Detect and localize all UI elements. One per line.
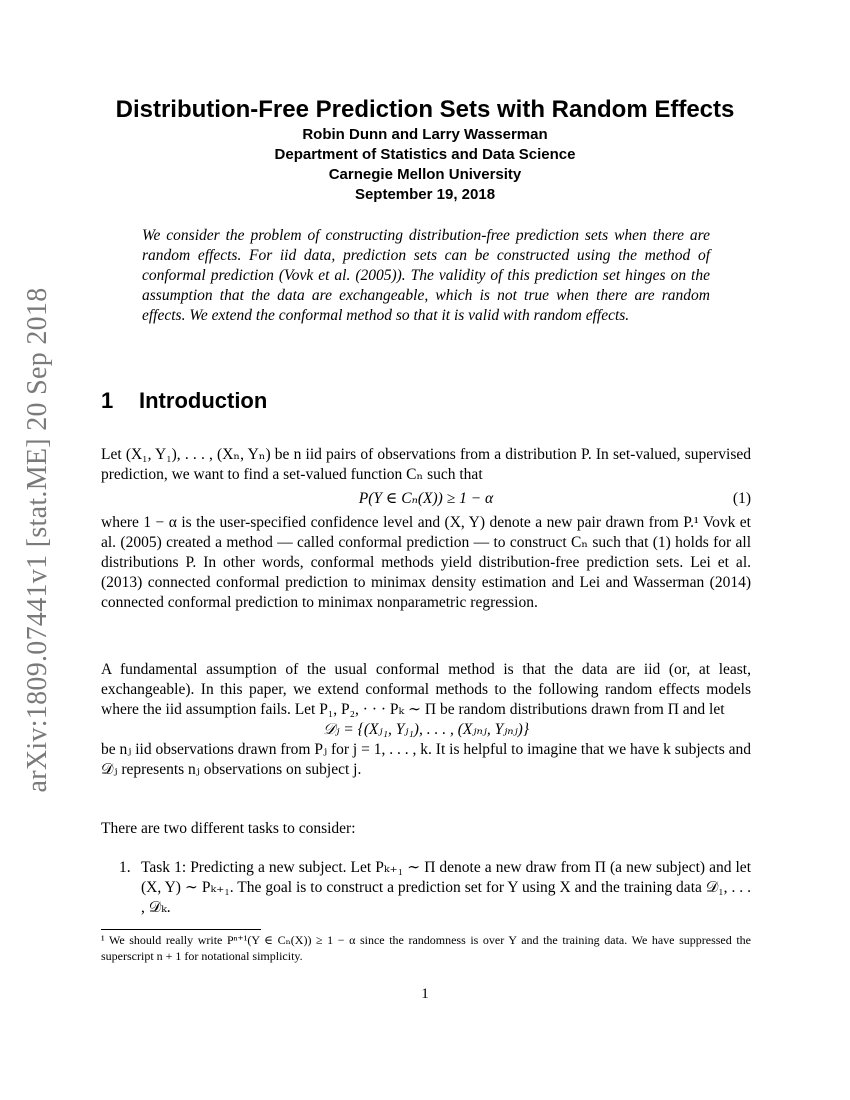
equation-1-row [101,485,751,513]
footnote: ¹ We should really write Pⁿ⁺¹(Y ∈ Cₙ(X)) ≥ 1 − α since the randomness is over Y and the training data. We have suppressed the superscript n + 1 for notational simplicity. [101,933,751,963]
equation-1-number: (1) [732,490,751,507]
paragraph-1-intro: Let (X₁, Y₁), . . . , (Xₙ, Yₙ) be n iid pairs of observations from a distribution P. In set-valued, supervised prediction, we want to find a set-valued function Cₙ such that [101,446,751,483]
department: Department of Statistics and Data Science [274,146,576,163]
paragraph-2-continued: be nⱼ iid observations drawn from Pⱼ for j = 1, . . . , k. It is helpful to imagine that we have k subjects and 𝒟ⱼ represents nⱼ observations on subject j. [101,741,751,778]
equation-dj: 𝒟ⱼ = {(Xⱼ₁, Yⱼ₁), . . . , (Xⱼₙⱼ, Yⱼₙⱼ)} [322,721,530,738]
list-item-number: 1. [119,859,131,876]
paper-header [0,95,850,205]
paper-title: Distribution-Free Prediction Sets with Random Effects [115,96,735,123]
arxiv-identifier-stamp: arXiv:1809.07441v1 [stat.ME] 20 Sep 2018 [22,287,53,793]
section-number: 1 [101,388,114,413]
section-heading [101,388,267,414]
authors: Robin Dunn and Larry Wasserman [302,126,548,143]
paragraph-2 [101,660,751,780]
paragraph-2-intro: A fundamental assumption of the usual conformal method is that the data are iid (or, at least, exchangeable). In this paper, we extend conformal methods to the following random effects models where the iid assumption fails. Let P₁, P₂, · · · Pₖ ∼ Π be random distributions drawn from Π and let [101,661,751,718]
section-title: Introduction [139,388,268,413]
paragraph-3: There are two different tasks to consider: [101,820,356,837]
list-item [101,858,751,918]
list-item-text: Task 1: Predicting a new subject. Let Pₖ₊₁ ∼ Π denote a new draw from Π (a new subject) and let (X, Y) ∼ Pₖ₊₁. The goal is to construct a prediction set for Y using X and the training data 𝒟₁, . . . , 𝒟ₖ. [141,859,751,916]
footnote-divider [101,929,261,930]
page-number: 1 [421,986,429,1002]
university: Carnegie Mellon University [328,166,522,183]
abstract: We consider the problem of constructing distribution-free prediction sets when there are random effects. For iid data, prediction sets can be constructed using the method of conformal prediction (Vovk et al. (2005)). The validity of this prediction set hinges on the assumption that the data are exchangeable, which is not true when there are random effects. We extend the conformal method so that it is valid with random effects. [142,227,710,324]
task-list [101,858,751,918]
equation-1: P(Y ∈ Cₙ(X)) ≥ 1 − α [358,490,494,507]
paragraph-1 [101,445,751,613]
date: September 19, 2018 [354,186,496,203]
paragraph-1-continued: where 1 − α is the user-specified confidence level and (X, Y) denote a new pair drawn from P.¹ Vovk et al. (2005) created a method — called conformal prediction — to construct Cₙ such that (1) holds for all distributions P. In other words, conformal methods yield distribution-free prediction sets. Lei et al. (2013) connected conformal prediction to minimax density estimation and Lei and Wasserman (2014) connected conformal prediction to minimax nonparametric regression. [101,514,751,611]
